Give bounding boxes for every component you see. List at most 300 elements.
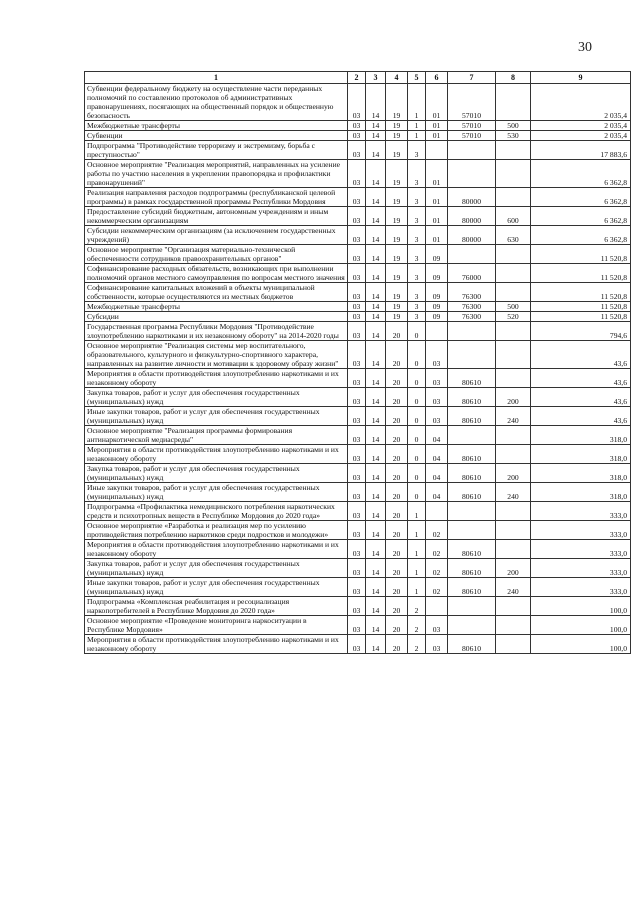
subsection-code-cell: 14 — [366, 426, 386, 445]
table-row — [85, 141, 631, 160]
subprogram-code-cell: 3 — [408, 245, 426, 264]
direction-code-cell — [448, 597, 496, 616]
section-code-cell: 03 — [348, 369, 366, 388]
event-code-cell: 01 — [426, 84, 448, 121]
direction-code-cell: 80610 — [448, 464, 496, 483]
subsection-code-cell: 14 — [366, 483, 386, 502]
direction-code-cell: 76300 — [448, 283, 496, 302]
section-code-cell: 03 — [348, 616, 366, 635]
subprogram-code-cell: 1 — [408, 131, 426, 141]
section-code-cell: 03 — [348, 407, 366, 426]
event-code-cell: 09 — [426, 245, 448, 264]
program-code-cell: 20 — [386, 322, 408, 341]
program-code-cell: 19 — [386, 264, 408, 283]
table-row — [85, 445, 631, 464]
expense-type-cell — [496, 635, 531, 654]
subprogram-code-cell: 1 — [408, 84, 426, 121]
subsection-code-cell: 14 — [366, 283, 386, 302]
section-code-cell: 03 — [348, 635, 366, 654]
event-code-cell — [426, 141, 448, 160]
subsection-code-cell: 14 — [366, 131, 386, 141]
direction-code-cell: 76300 — [448, 302, 496, 312]
subsection-code-cell: 14 — [366, 341, 386, 369]
expense-type-cell — [496, 84, 531, 121]
subsection-code-cell: 14 — [366, 160, 386, 188]
program-code-cell: 20 — [386, 540, 408, 559]
amount-cell: 11 520,8 — [531, 302, 631, 312]
subprogram-code-cell: 1 — [408, 578, 426, 597]
direction-code-cell: 80610 — [448, 635, 496, 654]
table-row — [85, 483, 631, 502]
section-code-cell: 03 — [348, 464, 366, 483]
direction-code-cell: 80610 — [448, 578, 496, 597]
subprogram-code-cell: 1 — [408, 521, 426, 540]
subsection-code-cell: 14 — [366, 502, 386, 521]
direction-code-cell — [448, 245, 496, 264]
expense-type-cell — [496, 616, 531, 635]
header-col-9: 9 — [531, 72, 631, 84]
program-code-cell: 20 — [386, 483, 408, 502]
table-row — [85, 188, 631, 207]
program-code-cell: 20 — [386, 597, 408, 616]
expense-type-cell: 240 — [496, 483, 531, 502]
subsection-code-cell: 14 — [366, 407, 386, 426]
amount-cell: 6 362,8 — [531, 188, 631, 207]
direction-code-cell — [448, 160, 496, 188]
section-code-cell: 03 — [348, 160, 366, 188]
table-row — [85, 426, 631, 445]
program-code-cell: 19 — [386, 131, 408, 141]
section-code-cell: 03 — [348, 540, 366, 559]
program-code-cell: 19 — [386, 160, 408, 188]
subprogram-code-cell: 1 — [408, 121, 426, 131]
subprogram-code-cell: 3 — [408, 312, 426, 322]
row-name-cell: Мероприятия в области противодействия злоупотреблению наркотиками и их незаконному обороту — [85, 369, 348, 388]
event-code-cell: 04 — [426, 426, 448, 445]
header-col-7: 7 — [448, 72, 496, 84]
row-name-cell: Софинансирование капитальных вложений в объекты муниципальной собственности, которые осуществляются из местных бюджетов — [85, 283, 348, 302]
amount-cell: 333,0 — [531, 521, 631, 540]
direction-code-cell: 80610 — [448, 388, 496, 407]
table-row — [85, 616, 631, 635]
section-code-cell: 03 — [348, 226, 366, 245]
expense-type-cell — [496, 445, 531, 464]
row-name-cell: Реализация направления расходов подпрограммы (республиканской целевой программы) в рамках государственной программы Республики Мордовия — [85, 188, 348, 207]
amount-cell: 11 520,8 — [531, 264, 631, 283]
event-code-cell: 04 — [426, 483, 448, 502]
section-code-cell: 03 — [348, 426, 366, 445]
amount-cell: 11 520,8 — [531, 245, 631, 264]
amount-cell: 43,6 — [531, 388, 631, 407]
subprogram-code-cell: 3 — [408, 302, 426, 312]
expense-type-cell — [496, 283, 531, 302]
subprogram-code-cell: 2 — [408, 597, 426, 616]
program-code-cell: 20 — [386, 407, 408, 426]
subprogram-code-cell: 1 — [408, 502, 426, 521]
table-row — [85, 264, 631, 283]
event-code-cell: 01 — [426, 188, 448, 207]
row-name-cell: Основное мероприятие "Организация материально-технической обеспеченности сотрудников правоохранительных органов" — [85, 245, 348, 264]
expense-type-cell — [496, 369, 531, 388]
subsection-code-cell: 14 — [366, 207, 386, 226]
program-code-cell: 20 — [386, 464, 408, 483]
section-code-cell: 03 — [348, 141, 366, 160]
program-code-cell: 20 — [386, 502, 408, 521]
subprogram-code-cell: 2 — [408, 616, 426, 635]
event-code-cell: 03 — [426, 388, 448, 407]
event-code-cell: 09 — [426, 283, 448, 302]
header-col-6: 6 — [426, 72, 448, 84]
table-row — [85, 84, 631, 121]
amount-cell: 100,0 — [531, 635, 631, 654]
section-code-cell: 03 — [348, 131, 366, 141]
direction-code-cell: 57010 — [448, 84, 496, 121]
subprogram-code-cell: 2 — [408, 635, 426, 654]
subprogram-code-cell: 3 — [408, 188, 426, 207]
event-code-cell: 03 — [426, 369, 448, 388]
expense-type-cell — [496, 341, 531, 369]
table-row — [85, 160, 631, 188]
direction-code-cell: 80610 — [448, 445, 496, 464]
section-code-cell: 03 — [348, 312, 366, 322]
row-name-cell: Мероприятия в области противодействия злоупотреблению наркотиками и их незаконному обороту — [85, 445, 348, 464]
table-header-row — [85, 72, 631, 84]
amount-cell: 318,0 — [531, 483, 631, 502]
event-code-cell: 01 — [426, 131, 448, 141]
section-code-cell: 03 — [348, 483, 366, 502]
program-code-cell: 19 — [386, 283, 408, 302]
table-row — [85, 322, 631, 341]
amount-cell: 2 035,4 — [531, 121, 631, 131]
subprogram-code-cell: 0 — [408, 407, 426, 426]
table-row — [85, 578, 631, 597]
event-code-cell: 04 — [426, 464, 448, 483]
subprogram-code-cell: 3 — [408, 207, 426, 226]
table-row — [85, 502, 631, 521]
subsection-code-cell: 14 — [366, 226, 386, 245]
expense-type-cell — [496, 502, 531, 521]
section-code-cell: 03 — [348, 84, 366, 121]
subprogram-code-cell: 3 — [408, 264, 426, 283]
amount-cell: 100,0 — [531, 616, 631, 635]
subsection-code-cell: 14 — [366, 464, 386, 483]
row-name-cell: Основное мероприятие "Реализация системы мер воспитательного, образовательного, культурного и физкультурно-спортивного характера, направленных на развитие личности и мотивации к здоровому образу жизни" — [85, 341, 348, 369]
expense-type-cell: 600 — [496, 207, 531, 226]
amount-cell: 6 362,8 — [531, 160, 631, 188]
header-col-2: 2 — [348, 72, 366, 84]
program-code-cell: 19 — [386, 226, 408, 245]
amount-cell: 2 035,4 — [531, 84, 631, 121]
table-row — [85, 635, 631, 654]
amount-cell: 794,6 — [531, 322, 631, 341]
row-name-cell: Подпрограмма «Комплексная реабилитация и ресоциализация наркопотребителей в Республике Мордовия до 2020 года» — [85, 597, 348, 616]
subprogram-code-cell: 1 — [408, 540, 426, 559]
subsection-code-cell: 14 — [366, 141, 386, 160]
program-code-cell: 20 — [386, 341, 408, 369]
event-code-cell — [426, 597, 448, 616]
program-code-cell: 19 — [386, 84, 408, 121]
table-row — [85, 388, 631, 407]
table-row — [85, 559, 631, 578]
subsection-code-cell: 14 — [366, 388, 386, 407]
expense-type-cell — [496, 597, 531, 616]
row-name-cell: Закупка товаров, работ и услуг для обеспечения государственных (муниципальных) нужд — [85, 559, 348, 578]
section-code-cell: 03 — [348, 322, 366, 341]
program-code-cell: 19 — [386, 302, 408, 312]
direction-code-cell: 80610 — [448, 559, 496, 578]
program-code-cell: 20 — [386, 369, 408, 388]
program-code-cell: 20 — [386, 521, 408, 540]
subsection-code-cell: 14 — [366, 312, 386, 322]
direction-code-cell — [448, 141, 496, 160]
section-code-cell: 03 — [348, 207, 366, 226]
amount-cell: 100,0 — [531, 597, 631, 616]
table-row — [85, 341, 631, 369]
amount-cell: 6 362,8 — [531, 207, 631, 226]
row-name-cell: Мероприятия в области противодействия злоупотреблению наркотиками и их незаконному обороту — [85, 635, 348, 654]
row-name-cell: Софинансирование расходных обязательств, возникающих при выполнении полномочий органов местного самоуправления по вопросам местного значения — [85, 264, 348, 283]
expense-type-cell — [496, 540, 531, 559]
amount-cell: 17 883,6 — [531, 141, 631, 160]
event-code-cell: 03 — [426, 616, 448, 635]
amount-cell: 6 362,8 — [531, 226, 631, 245]
subprogram-code-cell: 0 — [408, 426, 426, 445]
event-code-cell: 02 — [426, 540, 448, 559]
page-number: 30 — [578, 40, 592, 55]
row-name-cell: Иные закупки товаров, работ и услуг для обеспечения государственных (муниципальных) нужд — [85, 483, 348, 502]
section-code-cell: 03 — [348, 521, 366, 540]
row-name-cell: Субсидии некоммерческим организациям (за исключением государственных учреждений) — [85, 226, 348, 245]
row-name-cell: Закупка товаров, работ и услуг для обеспечения государственных (муниципальных) нужд — [85, 464, 348, 483]
header-col-1: 1 — [85, 72, 348, 84]
row-name-cell: Закупка товаров, работ и услуг для обеспечения государственных (муниципальных) нужд — [85, 388, 348, 407]
header-col-3: 3 — [366, 72, 386, 84]
section-code-cell: 03 — [348, 559, 366, 578]
event-code-cell: 01 — [426, 226, 448, 245]
program-code-cell: 20 — [386, 616, 408, 635]
row-name-cell: Подпрограмма «Профилактика немедицинского потребления наркотических средств и психотропных веществ в Республике Мордовия до 2020 года» — [85, 502, 348, 521]
program-code-cell: 19 — [386, 245, 408, 264]
expense-type-cell — [496, 160, 531, 188]
expense-type-cell — [496, 264, 531, 283]
section-code-cell: 03 — [348, 578, 366, 597]
table-row — [85, 464, 631, 483]
section-code-cell: 03 — [348, 264, 366, 283]
direction-code-cell: 76000 — [448, 264, 496, 283]
expense-type-cell: 200 — [496, 464, 531, 483]
expense-type-cell: 500 — [496, 302, 531, 312]
subprogram-code-cell: 0 — [408, 445, 426, 464]
header-col-5: 5 — [408, 72, 426, 84]
event-code-cell: 02 — [426, 559, 448, 578]
subsection-code-cell: 14 — [366, 445, 386, 464]
event-code-cell: 03 — [426, 341, 448, 369]
row-name-cell: Субсидии — [85, 312, 348, 322]
subprogram-code-cell: 3 — [408, 283, 426, 302]
amount-cell: 11 520,8 — [531, 283, 631, 302]
table-row — [85, 302, 631, 312]
direction-code-cell: 80000 — [448, 188, 496, 207]
event-code-cell — [426, 502, 448, 521]
amount-cell: 333,0 — [531, 578, 631, 597]
event-code-cell: 03 — [426, 407, 448, 426]
table-row — [85, 121, 631, 131]
amount-cell: 43,6 — [531, 407, 631, 426]
event-code-cell: 02 — [426, 578, 448, 597]
expense-type-cell: 240 — [496, 578, 531, 597]
table-row — [85, 521, 631, 540]
subprogram-code-cell: 3 — [408, 226, 426, 245]
expense-type-cell: 630 — [496, 226, 531, 245]
section-code-cell: 03 — [348, 121, 366, 131]
section-code-cell: 03 — [348, 302, 366, 312]
table-row — [85, 245, 631, 264]
direction-code-cell — [448, 616, 496, 635]
section-code-cell: 03 — [348, 341, 366, 369]
expense-type-cell: 500 — [496, 121, 531, 131]
program-code-cell: 20 — [386, 388, 408, 407]
direction-code-cell — [448, 502, 496, 521]
subprogram-code-cell: 0 — [408, 369, 426, 388]
table-body — [85, 84, 631, 654]
expense-type-cell: 200 — [496, 559, 531, 578]
amount-cell: 333,0 — [531, 540, 631, 559]
amount-cell: 2 035,4 — [531, 131, 631, 141]
table-row — [85, 407, 631, 426]
event-code-cell: 01 — [426, 207, 448, 226]
amount-cell: 318,0 — [531, 426, 631, 445]
event-code-cell: 04 — [426, 445, 448, 464]
subsection-code-cell: 14 — [366, 302, 386, 312]
program-code-cell: 20 — [386, 426, 408, 445]
row-name-cell: Субвенции федеральному бюджету на осуществление части переданных полномочий по составлению протоколов об административных правонарушениях, посягающих на общественный порядок и общественную безопасность — [85, 84, 348, 121]
section-code-cell: 03 — [348, 188, 366, 207]
subprogram-code-cell: 0 — [408, 464, 426, 483]
row-name-cell: Основное мероприятие "Реализация мероприятий, направленных на усиление работы по участию населения в укреплении правопорядка и профилактики правонарушений" — [85, 160, 348, 188]
subsection-code-cell: 14 — [366, 559, 386, 578]
expense-type-cell — [496, 141, 531, 160]
row-name-cell: Межбюджетные трансферты — [85, 121, 348, 131]
header-col-8: 8 — [496, 72, 531, 84]
subprogram-code-cell: 3 — [408, 160, 426, 188]
row-name-cell: Основное мероприятие "Реализация программы формирования антинаркотической медиасреды" — [85, 426, 348, 445]
program-code-cell: 19 — [386, 121, 408, 131]
event-code-cell: 01 — [426, 160, 448, 188]
row-name-cell: Межбюджетные трансферты — [85, 302, 348, 312]
table-row — [85, 131, 631, 141]
direction-code-cell — [448, 521, 496, 540]
table-row — [85, 540, 631, 559]
section-code-cell: 03 — [348, 597, 366, 616]
event-code-cell — [426, 322, 448, 341]
table-row — [85, 597, 631, 616]
section-code-cell: 03 — [348, 502, 366, 521]
program-code-cell: 19 — [386, 207, 408, 226]
expense-type-cell — [496, 188, 531, 207]
direction-code-cell: 57010 — [448, 131, 496, 141]
section-code-cell: 03 — [348, 283, 366, 302]
expense-type-cell — [496, 521, 531, 540]
direction-code-cell: 80610 — [448, 407, 496, 426]
program-code-cell: 19 — [386, 312, 408, 322]
subsection-code-cell: 14 — [366, 521, 386, 540]
direction-code-cell: 80610 — [448, 483, 496, 502]
subsection-code-cell: 14 — [366, 245, 386, 264]
event-code-cell: 03 — [426, 635, 448, 654]
expense-type-cell — [496, 245, 531, 264]
event-code-cell: 09 — [426, 264, 448, 283]
row-name-cell: Мероприятия в области противодействия злоупотреблению наркотиками и их незаконному обороту — [85, 540, 348, 559]
program-code-cell: 20 — [386, 559, 408, 578]
expense-type-cell: 520 — [496, 312, 531, 322]
expense-type-cell — [496, 322, 531, 341]
subsection-code-cell: 14 — [366, 264, 386, 283]
budget-table — [84, 71, 631, 654]
event-code-cell: 09 — [426, 312, 448, 322]
table-row — [85, 207, 631, 226]
subsection-code-cell: 14 — [366, 188, 386, 207]
direction-code-cell: 76300 — [448, 312, 496, 322]
row-name-cell: Подпрограмма "Противодействие терроризму и экстремизму, борьба с преступностью" — [85, 141, 348, 160]
subsection-code-cell: 14 — [366, 322, 386, 341]
expense-type-cell — [496, 426, 531, 445]
amount-cell: 43,6 — [531, 341, 631, 369]
subprogram-code-cell: 0 — [408, 341, 426, 369]
direction-code-cell — [448, 426, 496, 445]
table-row — [85, 312, 631, 322]
row-name-cell: Предоставление субсидий бюджетным, автономным учреждениям и иным некоммерческим организациям — [85, 207, 348, 226]
subprogram-code-cell: 0 — [408, 483, 426, 502]
event-code-cell: 02 — [426, 521, 448, 540]
amount-cell: 333,0 — [531, 502, 631, 521]
amount-cell: 318,0 — [531, 445, 631, 464]
row-name-cell: Основное мероприятие «Проведение мониторинга наркоситуации в Республике Мордовия» — [85, 616, 348, 635]
row-name-cell: Основное мероприятие «Разработка и реализация мер по усилению противодействия потреблению наркотиков среди подростков и молодежи» — [85, 521, 348, 540]
section-code-cell: 03 — [348, 445, 366, 464]
subsection-code-cell: 14 — [366, 578, 386, 597]
program-code-cell: 19 — [386, 188, 408, 207]
subprogram-code-cell: 3 — [408, 141, 426, 160]
amount-cell: 333,0 — [531, 559, 631, 578]
subsection-code-cell: 14 — [366, 121, 386, 131]
expense-type-cell: 530 — [496, 131, 531, 141]
subprogram-code-cell: 0 — [408, 322, 426, 341]
subsection-code-cell: 14 — [366, 635, 386, 654]
amount-cell: 318,0 — [531, 464, 631, 483]
subsection-code-cell: 14 — [366, 616, 386, 635]
subsection-code-cell: 14 — [366, 597, 386, 616]
event-code-cell: 09 — [426, 302, 448, 312]
header-col-4: 4 — [386, 72, 408, 84]
subsection-code-cell: 14 — [366, 84, 386, 121]
program-code-cell: 19 — [386, 141, 408, 160]
table-row — [85, 226, 631, 245]
subprogram-code-cell: 0 — [408, 388, 426, 407]
section-code-cell: 03 — [348, 388, 366, 407]
table-row — [85, 369, 631, 388]
subprogram-code-cell: 1 — [408, 559, 426, 578]
section-code-cell: 03 — [348, 245, 366, 264]
direction-code-cell — [448, 322, 496, 341]
direction-code-cell: 57010 — [448, 121, 496, 131]
row-name-cell: Иные закупки товаров, работ и услуг для обеспечения государственных (муниципальных) нужд — [85, 578, 348, 597]
row-name-cell: Государственная программа Республики Мордовия "Противодействие злоупотреблению наркотиками и их незаконному обороту" на 2014-2020 годы — [85, 322, 348, 341]
program-code-cell: 20 — [386, 445, 408, 464]
row-name-cell: Субвенции — [85, 131, 348, 141]
expense-type-cell: 240 — [496, 407, 531, 426]
direction-code-cell — [448, 341, 496, 369]
program-code-cell: 20 — [386, 635, 408, 654]
